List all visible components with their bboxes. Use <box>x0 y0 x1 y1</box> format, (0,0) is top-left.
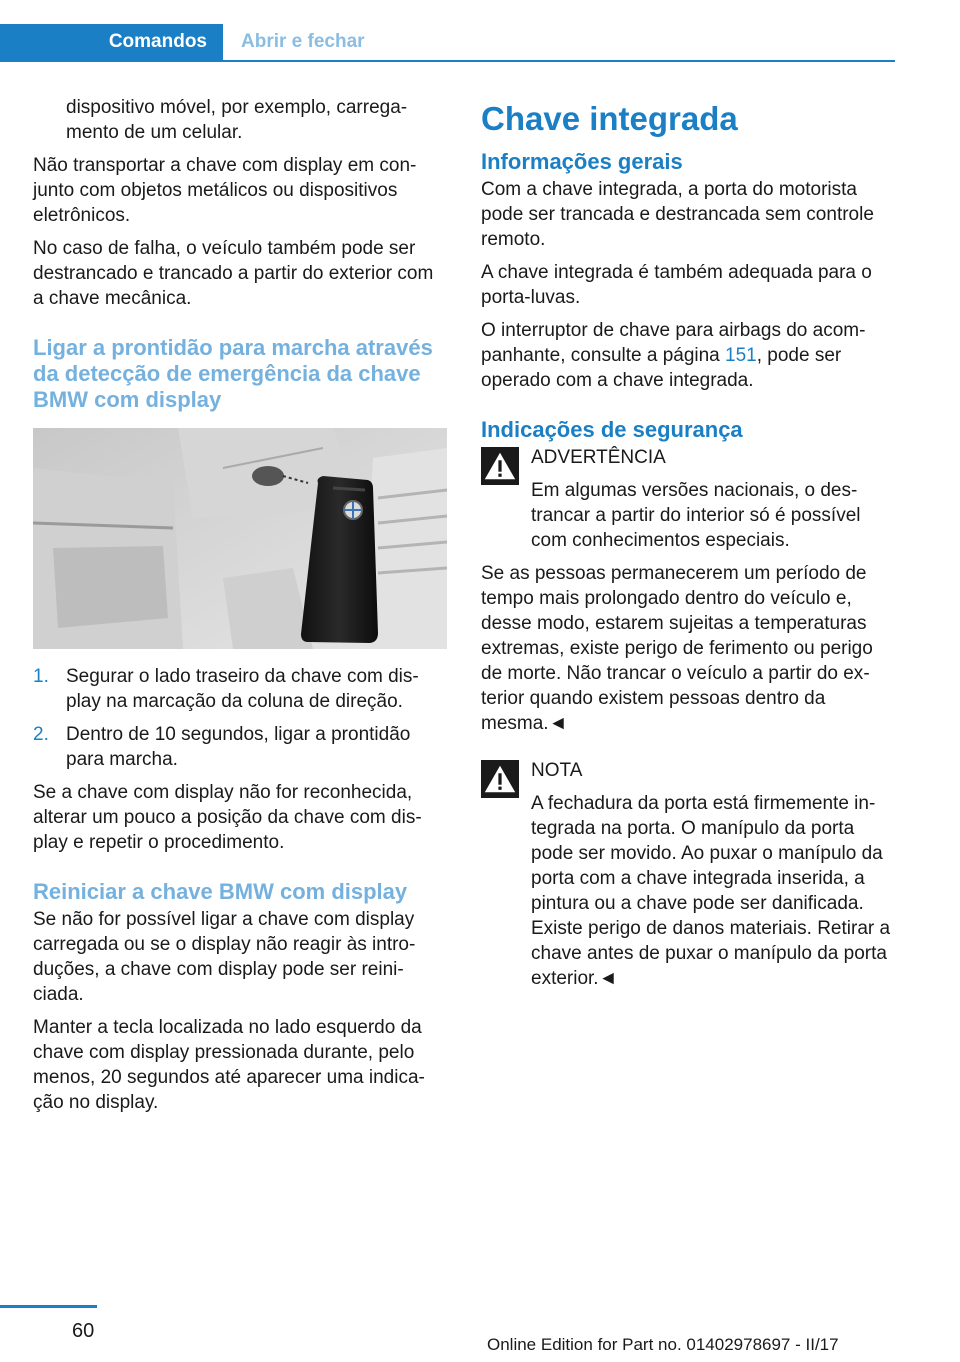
paragraph: Se a chave com display não for reconhecida, alterar um pouco a posição da chave com display e repetir o procedimento. <box>33 782 422 853</box>
list-item <box>33 722 447 772</box>
step-number: 2. <box>33 724 49 745</box>
step-text: Segurar o lado traseiro da chave com display na marcação da coluna de direção. <box>66 666 419 712</box>
paragraph <box>481 318 896 393</box>
page-number: 60 <box>72 1320 95 1342</box>
key-steering-column-illustration <box>33 428 447 649</box>
right-column <box>481 95 896 999</box>
edition-info: Online Edition for Part no. 01402978697 - II/17 <box>487 1335 839 1354</box>
steps-list <box>33 664 447 772</box>
section-heading-reset-key: Reiniciar a chave BMW com display <box>33 879 408 904</box>
page-reference-link[interactable]: 151 <box>725 345 757 366</box>
header-bar <box>0 0 895 62</box>
paragraph: A chave integrada é também adequada para o porta-luvas. <box>481 262 872 308</box>
paragraph: Em algumas versões nacionais, o destrancar a partir do interior só é possível com conhecimentos especiais. <box>531 480 861 551</box>
step-number: 1. <box>33 666 49 687</box>
warning-body <box>481 478 896 736</box>
paragraph: Não transportar a chave com display em conjunto com objetos metálicos ou dispositivos eletrônicos. <box>33 155 417 226</box>
page-title: Chave integrada <box>481 100 738 137</box>
header-divider <box>0 60 895 62</box>
note-body <box>481 791 896 991</box>
left-column <box>33 95 447 1123</box>
paragraph: Com a chave integrada, a porta do motorista pode ser trancada e destrancada sem controle remoto. <box>481 179 874 250</box>
list-item <box>33 664 447 714</box>
text: , pode ser operado com a chave integrada. <box>481 345 842 391</box>
text: O interruptor de chave para airbags do acompanhante, consulte a página <box>481 320 866 366</box>
tab-comandos[interactable]: Comandos <box>0 24 223 60</box>
caution-icon <box>481 760 519 798</box>
warning-block <box>481 445 896 736</box>
paragraph: Se as pessoas permanecerem um período de tempo mais prolongado dentro do veículo e, desse modo, estarem sujeitas a temperaturas extremas, existe perigo de ferimento ou perigo de morte. Não trancar o veículo a partir do exterior quando existem pessoas dentro da mesma.◄ <box>481 563 873 734</box>
warning-icon <box>481 447 519 485</box>
section-heading-emergency-detection: Ligar a prontidão para marcha através da detecção de emergência da chave BMW com display <box>33 335 433 412</box>
paragraph: Manter a tecla localizada no lado esquerdo da chave com display pressionada durante, pelo menos, 20 segundos até aparecer uma indicação no display. <box>33 1017 425 1113</box>
paragraph: No caso de falha, o veículo também pode ser destrancado e trancado a partir do exterior com a chave mecânica. <box>33 238 434 309</box>
note-block <box>481 758 896 991</box>
subheading-general-info: Informações gerais <box>481 149 683 174</box>
subheading-safety: Indicações de segurança <box>481 417 743 442</box>
warning-title: ADVERTÊNCIA <box>531 447 666 468</box>
tab-abrir-e-fechar[interactable]: Abrir e fechar <box>241 31 365 52</box>
step-text: Dentro de 10 segundos, ligar a prontidão para marcha. <box>66 724 411 770</box>
paragraph: A fechadura da porta está firmemente integrada na porta. O manípulo da porta pode ser movido. Ao puxar o manípulo da porta com a chave integrada inserida, a pintura ou a chave pode ser danificada. Existe perigo de danos materiais. Retirar a chave antes de puxar o manípulo da porta exterior.◄ <box>531 793 891 989</box>
paragraph: Se não for possível ligar a chave com display carregada ou se o display não reagir às introduções, a chave com display pode ser reiniciada. <box>33 909 416 1005</box>
footer-divider <box>0 1305 97 1308</box>
continued-paragraph: dispositivo móvel, por exemplo, carregamento de um celular. <box>66 97 408 143</box>
note-title: NOTA <box>531 760 583 781</box>
